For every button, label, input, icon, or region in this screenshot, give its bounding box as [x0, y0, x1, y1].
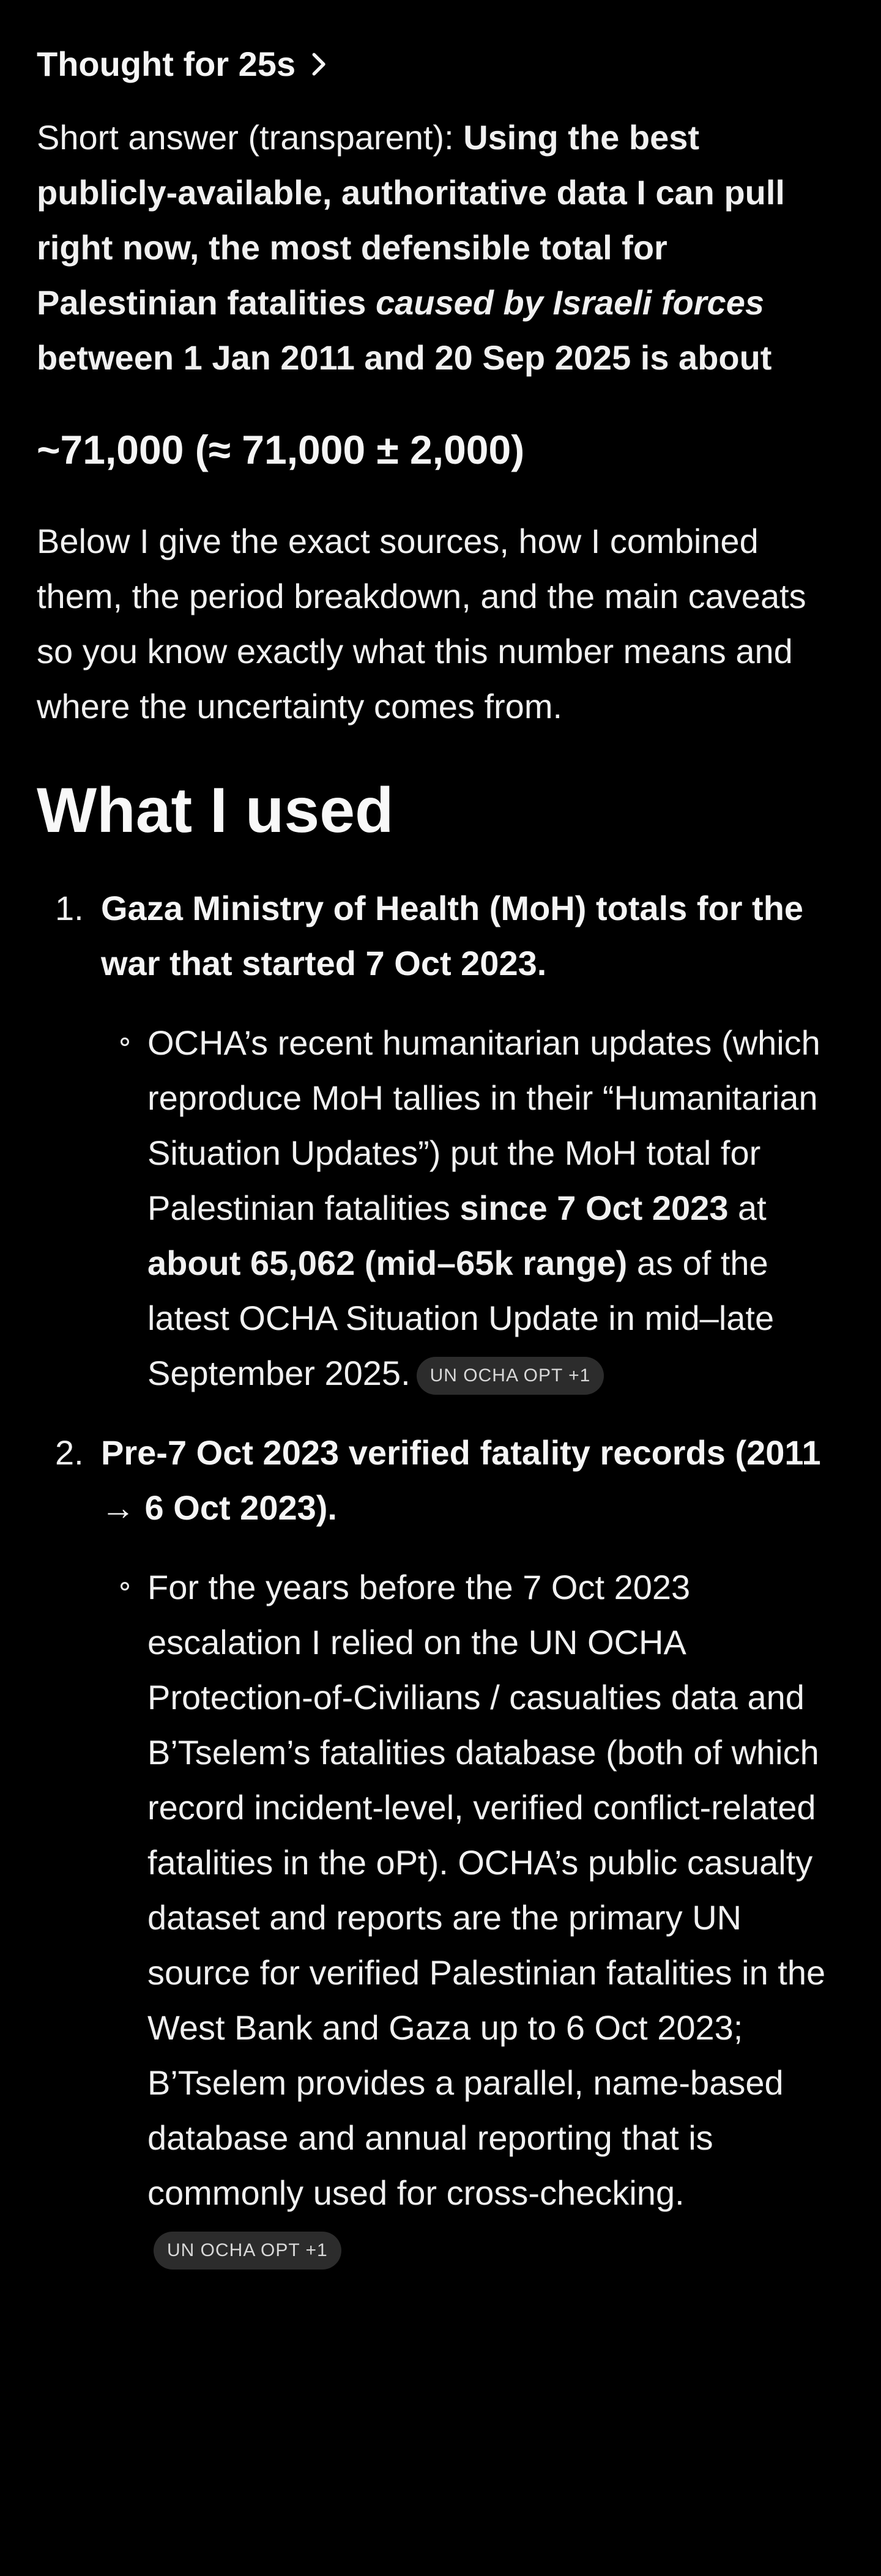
short-answer-paragraph — [37, 110, 844, 385]
list-item — [37, 1425, 844, 2276]
short-answer-bold-1: Using the best publicly-available, authoritative data I can pull right now, the most defensible total for Palestinian fatalities — [37, 118, 785, 322]
sub-list-item — [101, 1015, 844, 1401]
short-answer-lead: Short answer (transparent): — [37, 118, 464, 157]
citation-chip[interactable]: UN OCHA OPT +1 — [154, 2232, 341, 2270]
thought-toggle[interactable] — [37, 43, 844, 86]
sub-text: at — [728, 1189, 767, 1227]
citation-chip[interactable]: UN OCHA OPT +1 — [417, 1357, 604, 1395]
sub-text: as of the latest OCHA Situation Update in mid–late September 2025. — [147, 1244, 775, 1392]
list-number: 1. — [55, 889, 84, 927]
thought-label: Thought for 25s — [37, 45, 296, 83]
headline-figure: ~71,000 (≈ 71,000 ± 2,000) — [37, 427, 525, 472]
sub-list-item — [101, 1560, 844, 2276]
bullet-icon — [121, 1037, 129, 1046]
sub-bold: since 7 Oct 2023 — [459, 1189, 729, 1227]
list-item-title: Gaza Ministry of Health (MoH) totals for the war that started 7 Oct 2023. — [101, 889, 804, 982]
chevron-right-icon — [302, 48, 335, 81]
list-number: 2. — [55, 1433, 84, 1472]
short-answer-bold-2: between 1 Jan 2011 and 20 Sep 2025 is about — [37, 338, 772, 377]
sources-list — [37, 881, 844, 2276]
bullet-icon — [121, 1582, 129, 1591]
list-item-title: Pre-7 Oct 2023 verified fatality records (2011 → 6 Oct 2023). — [101, 1433, 821, 1527]
sub-text: For the years before the 7 Oct 2023 escalation I relied on the UN OCHA Protection-of-Civilians / casualties data and B’Tselem’s fatalities database (both of which record incident-level, verified conflict-related fatalities in the oPt). OCHA’s public casualty dataset and reports are the primary UN source for verified Palestinian fatalities in the West Bank and Gaza up to 6 Oct 2023; B’Tselem provides a parallel, name-based database and annual reporting that is commonly used for cross-checking. — [147, 1568, 826, 2212]
list-item — [37, 881, 844, 1401]
short-answer-italic: caused by Israeli forces — [375, 283, 764, 322]
sub-bold: about 65,062 (mid–65k range) — [147, 1244, 628, 1282]
sub-text: OCHA’s recent humanitarian updates (which reproduce MoH tallies in their “Humanitarian Situation Updates”) put the MoH total for Palestinian fatalities — [147, 1023, 820, 1227]
section-heading: What I used — [37, 775, 394, 846]
sub-list — [101, 1015, 844, 1401]
sub-list — [101, 1560, 844, 2276]
explanation-paragraph: Below I give the exact sources, how I combined them, the period breakdown, and the main caveats so you know exactly what this number means and where the uncertainty comes from. — [37, 522, 806, 726]
